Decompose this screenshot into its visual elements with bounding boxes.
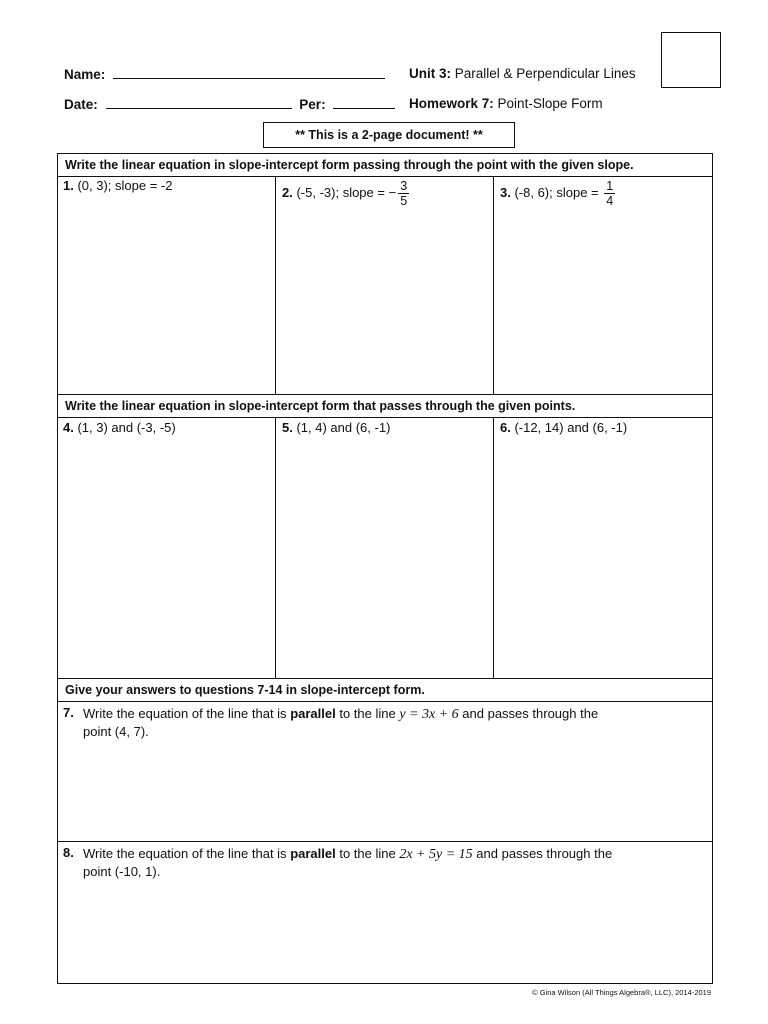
- question-8-point: point (-10, 1).: [83, 864, 161, 879]
- copyright-footer: © Gina Wilson (All Things Algebra®, LLC), 2014-2019: [532, 988, 711, 997]
- question-5: [282, 420, 390, 435]
- question-5-text: (1, 4) and (6, -1): [296, 420, 391, 435]
- question-8-mid: to the line: [339, 846, 396, 861]
- unit-title: Parallel & Perpendicular Lines: [454, 66, 636, 81]
- unit-title-row: [409, 66, 636, 81]
- question-4-text: (1, 3) and (-3, -5): [77, 420, 176, 435]
- question-6-text: (-12, 14) and (6, -1): [514, 420, 628, 435]
- question-7-equation: y = 3x + 6: [399, 707, 459, 722]
- question-7-post: and passes through the: [462, 706, 599, 721]
- question-5-number: 5.: [282, 420, 293, 435]
- per-field[interactable]: [333, 96, 395, 109]
- date-field[interactable]: [106, 96, 292, 109]
- question-7-point: point (4, 7).: [83, 724, 149, 739]
- question-2-text: (-5, -3); slope = −: [296, 184, 397, 200]
- two-page-notice: ** This is a 2-page document! **: [263, 122, 515, 148]
- question-8-keyword: parallel: [290, 846, 336, 861]
- question-8-post: and passes through the: [476, 846, 613, 861]
- date-label: Date:: [64, 97, 98, 112]
- date-per-row: [64, 96, 395, 112]
- question-7-mid: to the line: [339, 706, 396, 721]
- homework-title: Point-Slope Form: [497, 96, 603, 111]
- question-2: [282, 179, 409, 208]
- question-1-text: (0, 3); slope = -2: [77, 178, 173, 193]
- question-6-number: 6.: [500, 420, 511, 435]
- question-3-number: 3.: [500, 184, 511, 200]
- question-8-number: 8.: [63, 845, 74, 860]
- fraction-denominator: 4: [606, 194, 614, 208]
- question-8-intro: Write the equation of the line that is: [83, 846, 287, 861]
- section3-heading: Give your answers to questions 7-14 in slope-intercept form.: [65, 683, 425, 697]
- fraction-numerator: 3: [400, 179, 408, 193]
- question-8-text: [83, 845, 703, 880]
- per-label: Per:: [299, 97, 326, 112]
- question-7-keyword: parallel: [290, 706, 336, 721]
- section1-heading: Write the linear equation in slope-intercept form passing through the point with the given slope.: [65, 158, 634, 172]
- question-7-intro: Write the equation of the line that is: [83, 706, 287, 721]
- question-1-number: 1.: [63, 178, 74, 193]
- question-8-equation: 2x + 5y = 15: [399, 847, 473, 862]
- question-3-slope-fraction: [604, 179, 615, 208]
- question-3: [500, 179, 615, 208]
- name-label: Name:: [64, 67, 106, 82]
- homework-title-row: [409, 96, 603, 111]
- question-1: [63, 178, 173, 193]
- question-3-text: (-8, 6); slope =: [514, 184, 599, 200]
- unit-label: Unit 3:: [409, 66, 451, 81]
- question-2-number: 2.: [282, 184, 293, 200]
- fraction-numerator: 1: [606, 179, 614, 193]
- question-2-slope-fraction: [398, 179, 409, 208]
- name-field-row: [64, 66, 385, 82]
- name-field[interactable]: [113, 66, 385, 79]
- worksheet-table: [57, 153, 713, 984]
- fraction-denominator: 5: [400, 194, 408, 208]
- score-box: [661, 32, 721, 88]
- question-6: [500, 420, 627, 435]
- homework-label: Homework 7:: [409, 96, 494, 111]
- question-4-number: 4.: [63, 420, 74, 435]
- section2-heading: Write the linear equation in slope-intercept form that passes through the given points.: [65, 399, 576, 413]
- question-7-text: [83, 705, 703, 740]
- question-4: [63, 420, 176, 435]
- question-7-number: 7.: [63, 705, 74, 720]
